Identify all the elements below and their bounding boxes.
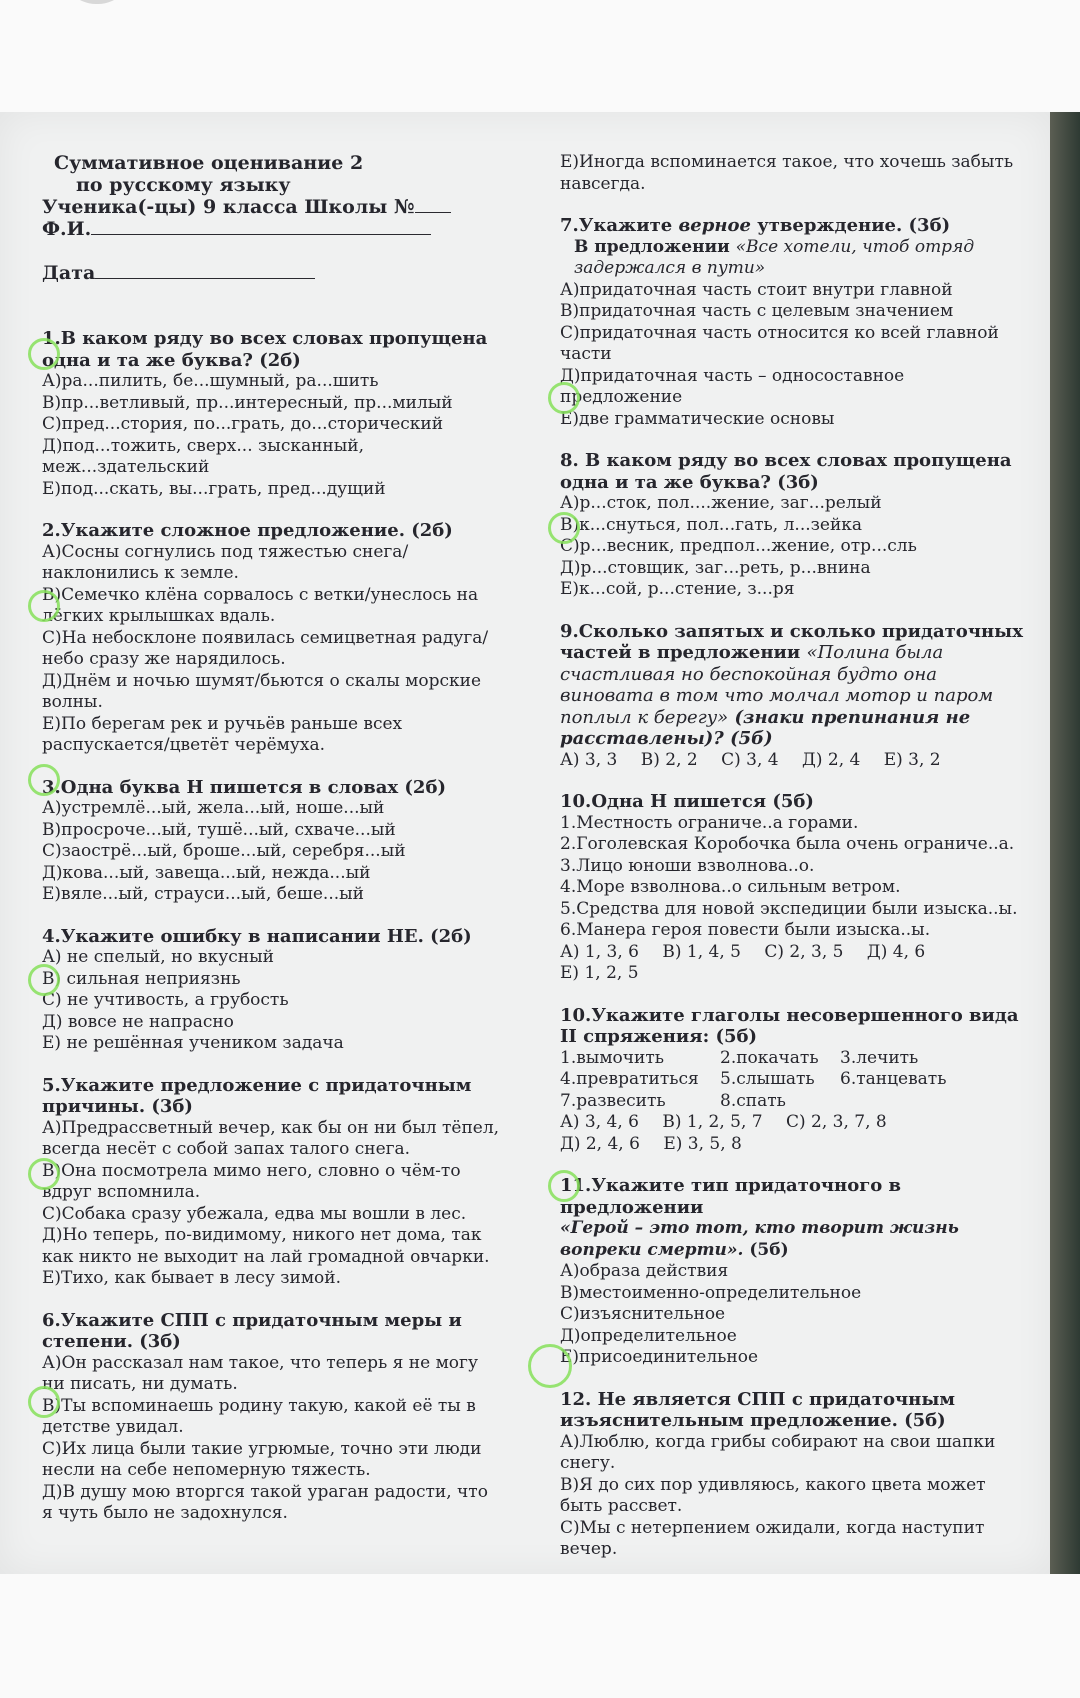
q10-option: В) 1, 4, 5 (662, 941, 741, 962)
q10b-word: 2.покачать (720, 1047, 819, 1068)
q2-option: А)Сосны согнулись под тяжестью снега/наклонились к земле. (42, 541, 409, 583)
q3-option: Е)вяле...ый, страуси...ый, беше...ый (42, 884, 364, 904)
q3-option: А)устремлё...ый, жела...ый, ноше...ый (42, 798, 385, 818)
q1-option: Е)под...скать, вы...грать, пред...дущий (42, 478, 386, 499)
q1-option: А)ра...пилить, бе...шумный, ра...шить (42, 371, 379, 391)
q12-title: 12. Не является СПП с придаточным изъяснительным предложение. (5б) (560, 1388, 956, 1431)
q12-option: В)Я до сих пор удивляюсь, какого цвета может быть рассвет. (560, 1474, 986, 1516)
student-label: Ученика(-цы) 9 класса Школы № (42, 196, 415, 218)
q2-option: Е)По берегам рек и ручьёв раньше всех распускается/цветёт черёмуха. (42, 713, 403, 755)
student-line (42, 196, 502, 218)
q9-title (560, 621, 1030, 750)
q11-option: А)образа действия (560, 1261, 729, 1281)
q9-title-a: 9.Сколько запятых и сколько придаточных частей в предложении (560, 620, 1023, 663)
q11-sentence (560, 1218, 1030, 1261)
q10b-option: А) 3, 4, 6 (560, 1112, 639, 1132)
q6-option: А)Он рассказал нам такое, что теперь я не могу ни писать, ни думать. (42, 1352, 478, 1394)
date-label: Дата (42, 262, 96, 284)
q11-quote: «Герой – это тот, кто творит жизнь вопреки смерти». (560, 1218, 959, 1260)
q11-option: В)местоименно-определительное (560, 1282, 862, 1303)
q6-option: С)Их лица были такие угрюмые, точно эти люди несли на себе непомерную тяжесть. (42, 1438, 482, 1480)
q8-option: А)р...сток, пол....жение, заг...релый (560, 493, 882, 513)
q7-option: С)придаточная часть относится ко всей главной части (560, 322, 999, 364)
q10b-words-row (560, 1091, 1030, 1113)
q7-title-b: верное (678, 215, 751, 236)
date-blank (95, 262, 315, 279)
q8-option: В)к...снуться, пол...гать, л...зейка (560, 514, 863, 535)
q10b-title: 10.Укажите глаголы несовершенного вида II спряжения: (5б) (560, 1004, 1019, 1047)
q2-option: С)На небосклоне появилась семицветная радуга/небо сразу же нарядилось. (42, 627, 489, 669)
fio-label: Ф.И. (42, 218, 92, 240)
q4-option: С) не учтивость, а грубость (42, 990, 289, 1010)
q5-option: В)Она посмотрела мимо него, словно о чём-то вдруг вспомнила. (42, 1160, 461, 1202)
q11-points: (5б) (743, 1239, 789, 1260)
q7-sentence-lead: В предложении (574, 236, 736, 257)
q3-option: Д)кова...ый, завеща...ый, нежда...ый (42, 862, 371, 883)
q4-option: А) не спелый, но вкусный (42, 947, 274, 967)
q9-option: Д) 2, 4 (802, 749, 861, 770)
answer-mark-q8 (548, 512, 580, 544)
answer-mark-q7 (548, 382, 580, 414)
q7-title (560, 215, 1030, 237)
q3-title: 3.Одна буква Н пишется в словах (2б) (42, 776, 446, 798)
q10-line: 6.Манера героя повести были изыска..ы. (560, 920, 931, 940)
doc-subtitle: по русскому языку (76, 174, 291, 196)
q10-options (560, 942, 1030, 985)
q9-title-quote: «Полина была счастливая но беспокойная будто она виновата в том что молчал мотор и паром поплыл к берегу» (560, 642, 994, 728)
q7-option: В)придаточная часть с целевым значением (560, 301, 954, 321)
q10b-word: 8.спать (720, 1090, 786, 1111)
q11-title: 11.Укажите тип придаточного в предложении (560, 1175, 902, 1218)
q1-option: В)пр...ветливый, пр...интересный, пр...милый (42, 392, 453, 413)
q10-line: 4.Море взволнова..о сильным ветром. (560, 877, 901, 897)
school-number-blank (415, 196, 451, 213)
q3-option: В)просроче...ый, тушё...ый, схваче...ый (42, 819, 396, 840)
q10b-word: 3.лечить (840, 1047, 919, 1068)
answer-mark-q12 (528, 1344, 572, 1388)
q3-option: С)заострё...ый, броше...ый, серебря...ый (42, 841, 406, 861)
q8-option: Д)р...стовщик, заг...реть, р...внина (560, 557, 871, 578)
q12-option: А)Люблю, когда грибы собирают на свои шапки снегу. (560, 1431, 996, 1473)
q11-option: Е)присоединительное (560, 1347, 759, 1367)
spacer (42, 240, 502, 262)
q1-option: Д)под...тожить, сверх... зысканный, меж...здательский (42, 435, 365, 477)
q2-option: В)Семечко клёна сорвалось с ветки/унеслось на лёгких крылышках вдаль. (42, 584, 479, 626)
doc-title: Суммативное оценивание 2 (54, 152, 364, 174)
answer-mark-q2 (28, 590, 60, 622)
q10-line: 3.Лицо юноши взволнова..о. (560, 855, 815, 876)
date-line (42, 262, 502, 284)
spacer (42, 284, 502, 308)
q4-option: Е) не решённая учеником задача (42, 1033, 344, 1053)
q6-option: Д)В душу мою вторгся такой ураган радости, что я чуть было не задохнулся. (42, 1481, 488, 1523)
q2-option: Д)Днём и ночью шумят/бьются о скалы морские волны. (42, 670, 482, 712)
q1-option: С)пред...стория, по...грать, до...сторический (42, 414, 444, 434)
right-column (560, 152, 1030, 1561)
q10b-option: С) 2, 3, 7, 8 (786, 1112, 887, 1132)
q8-option: С)р...весник, предпол...жение, отр...сль (560, 536, 917, 556)
paper-sheet (0, 112, 1050, 1574)
q5-option: Е)Тихо, как бывает в лесу зимой. (42, 1268, 342, 1288)
top-arc-shape (62, 0, 132, 4)
q7-title-a: 7.Укажите (560, 215, 679, 236)
q1-title: 1.В каком ряду во всех словах пропущена одна и та же буква? (2б) (42, 328, 488, 371)
q6-option: В)Ты вспоминаешь родину такую, какой её ты в детстве увидал. (42, 1395, 476, 1437)
q6-option-e: Е)Иногда вспоминается такое, что хочешь забыть навсегда. (560, 152, 1014, 194)
q10b-word: 7.развесить (560, 1090, 666, 1111)
q10b-option: В) 1, 2, 5, 7 (662, 1112, 763, 1132)
top-bar (0, 0, 1080, 112)
q10b-option: Е) 3, 5, 8 (663, 1133, 742, 1154)
q10-option: С) 2, 3, 5 (764, 941, 844, 962)
q5-option: А)Предрассветный вечер, как бы он ни был тёпел, всегда несёт с собой запах талого снега. (42, 1117, 500, 1159)
q10b-option: Д) 2, 4, 6 (560, 1133, 640, 1154)
q10b-words-row (560, 1069, 1030, 1091)
q7-option: А)придаточная часть стоит внутри главной (560, 279, 953, 300)
q5-title: 5.Укажите предложение с придаточным причины. (3б) (42, 1074, 472, 1117)
q5-option: С)Собака сразу убежала, едва мы вошли в лес. (42, 1203, 467, 1224)
fio-line (42, 218, 502, 240)
q6-title: 6.Укажите СПП с придаточным меры и степени. (3б) (42, 1309, 462, 1352)
q10-line: 5.Средства для новой экспедиции были изыска..ы. (560, 898, 1018, 919)
answer-mark-q5 (28, 1158, 60, 1190)
q9-option: С) 3, 4 (721, 749, 779, 770)
q2-title: 2.Укажите сложное предложение. (2б) (42, 520, 453, 541)
q8-option: Е)к...сой, р...стение, з...ря (560, 579, 795, 599)
q9-title-c: (знаки препинания не расставлены)? (5б) (560, 706, 971, 749)
q7-sentence (560, 237, 1030, 280)
q12-option: С)Мы с нетерпением ожидали, когда наступит вечер. (560, 1517, 985, 1559)
q10b-words-row (560, 1048, 1030, 1070)
q10-line: 2.Гоголевская Коробочка была очень ограниче..а. (560, 834, 1015, 854)
left-column (42, 152, 502, 1525)
q10b-word: 1.вымочить (560, 1047, 665, 1068)
q10b-word: 6.танцевать (840, 1069, 947, 1089)
q4-option: В) сильная неприязнь (42, 968, 241, 989)
q10-line: 1.Местность ограниче..а горами. (560, 812, 859, 833)
q11-option: Д)определительное (560, 1325, 737, 1346)
q11-option: С)изъяснительное (560, 1304, 726, 1324)
q10-option: А) 1, 3, 6 (560, 941, 639, 962)
q9-option: А) 3, 3 (560, 749, 618, 770)
q10b-word: 4.превратиться (560, 1069, 699, 1089)
answer-mark-q4 (28, 964, 60, 996)
q7-option: Д)придаточная часть – односоставное предложение (560, 365, 905, 407)
answer-mark-q6 (28, 1386, 60, 1418)
photo (0, 112, 1080, 1574)
q7-sentence-quote: «Все хотели, чтоб отряд задержался в пути» (574, 236, 975, 278)
q5-option: Д)Но теперь, по-видимому, никого нет дома, так как никто не выходит на лай громадной овчарки. (42, 1225, 490, 1267)
q4-option: Д) вовсе не напрасно (42, 1011, 234, 1032)
q7-option: Е)две грамматические основы (560, 408, 835, 429)
q8-title: 8. В каком ряду во всех словах пропущена одна и та же буква? (3б) (560, 450, 1012, 493)
q9-option: В) 2, 2 (640, 749, 698, 770)
bottom-bar (0, 1574, 1080, 1698)
answer-mark-q3 (28, 764, 60, 796)
q4-title: 4.Укажите ошибку в написании НЕ. (2б) (42, 925, 472, 947)
q10-title: 10.Одна Н пишется (5б) (560, 791, 814, 812)
q10-option: Д) 4, 6 (866, 941, 926, 962)
q10-option: Е) 1, 2, 5 (560, 963, 639, 983)
q9-option: Е) 3, 2 (883, 749, 941, 770)
q9-options (560, 750, 1030, 772)
answer-mark-q11 (548, 1170, 580, 1202)
q10b-options (560, 1134, 1030, 1156)
fio-blank (91, 218, 431, 235)
q10b-word: 5.слышать (720, 1069, 815, 1089)
background-edge (1050, 112, 1080, 1574)
answer-mark-q1 (28, 338, 60, 370)
q7-title-c: утверждение. (3б) (750, 215, 951, 236)
q10b-options (560, 1112, 1030, 1134)
